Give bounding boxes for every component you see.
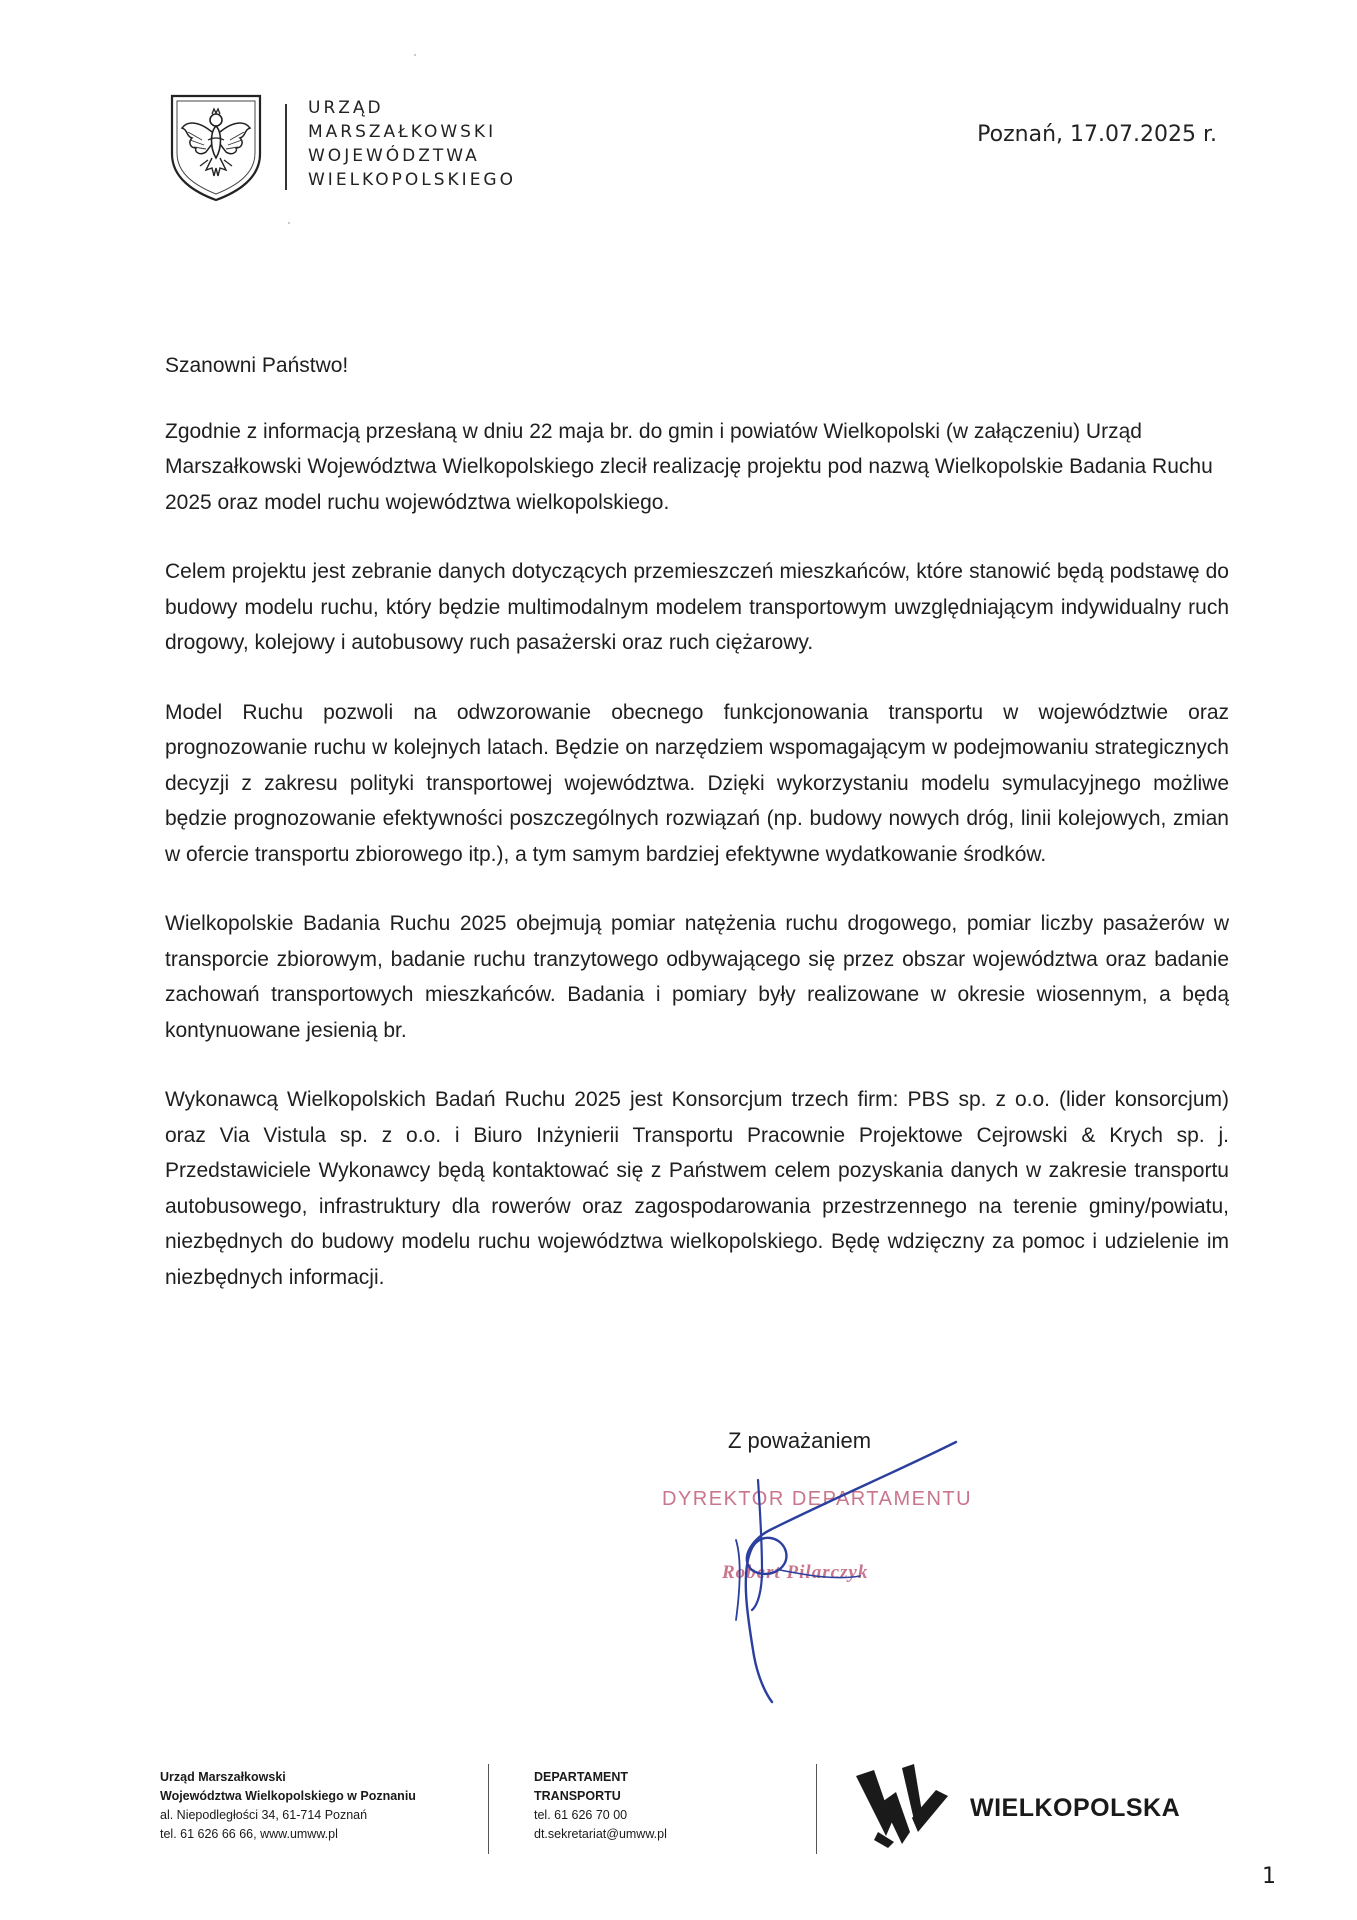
office-name-line: URZĄD	[308, 98, 384, 118]
paragraph: Wykonawcą Wielkopolskich Badań Ruchu 2025 jest Konsorcjum trzech firm: PBS sp. z o.o. (lider konsorcjum) oraz Via Vistula sp. z o.o. i Biuro Inżynierii Transportu Pracownie Projektowe Cejrowski & Krych sp. j. Przedstawiciele Wykonawcy będą kontaktować się z Państwem celem pozyskania danych w zakresie transportu autobusowego, infrastruktury dla rowerów oraz zagospodarowania przestrzennego na terenie gminy/powiatu, niezbędnych do budowy modelu ruchu województwa wielkopolskiego. Będę wdzięczny za pomoc i udzielenie im niezbędnych informacji.	[165, 1088, 1229, 1289]
footer-department-phone: tel. 61 626 70 00	[534, 1808, 628, 1822]
paragraph: Wielkopolskie Badania Ruchu 2025 obejmują pomiar natężenia ruchu drogowego, pomiar liczby pasażerów w transporcie zbiorowym, badanie ruchu tranzytowego odbywającego się przez obszar województwa oraz badanie zachowań transportowych mieszkańców. Badania i pomiary były realizowane w okresie wiosennym, a będą kontynuowane jesienią br.	[165, 912, 1229, 1042]
footer-department-line: DEPARTAMENT	[534, 1770, 628, 1784]
handwritten-signature	[640, 1420, 973, 1720]
stamp-name: Robert Pilarczyk	[722, 1562, 869, 1583]
paragraph: Celem projektu jest zebranie danych dotyczących przemieszczeń mieszkańców, które stanowić będą podstawę do budowy modelu ruchu, który będzie multimodalnym modelem transportowym uwzględniającym indywidualny ruch drogowy, kolejowy i autobusowy ruch pasażerski oraz ruch ciężarowy.	[165, 560, 1229, 654]
header-divider	[285, 104, 287, 190]
office-name-line: WIELKOPOLSKIEGO	[308, 170, 516, 190]
office-name-line: WOJEWÓDZTWA	[308, 146, 480, 166]
office-name	[308, 96, 516, 192]
page-number: 1	[1262, 1864, 1276, 1889]
footer-office-line: Urząd Marszałkowski	[160, 1770, 286, 1784]
wielkopolska-logo-icon	[852, 1762, 952, 1848]
office-name-line: MARSZAŁKOWSKI	[308, 122, 497, 142]
footer-department-info	[534, 1768, 667, 1844]
footer-department-email: dt.sekretariat@umww.pl	[534, 1827, 667, 1841]
footer-divider	[816, 1764, 817, 1854]
scan-speck	[288, 222, 290, 224]
footer-office-info	[160, 1768, 416, 1844]
letter-body	[165, 348, 1229, 1329]
paragraph: Zgodnie z informacją przesłaną w dniu 22 maja br. do gmin i powiatów Wielkopolski (w załączeniu) Urząd Marszałkowski Województwa Wielkopolskiego zlecił realizację projektu pod nazwą Wielkopolskie Badania Ruchu 2025 oraz model ruchu województwa wielkopolskiego.	[165, 419, 1213, 514]
closing-phrase: Z poważaniem	[728, 1428, 872, 1453]
footer-office-address: al. Niepodległości 34, 61-714 Poznań	[160, 1808, 368, 1822]
wielkopolska-brand: WIELKOPOLSKA	[970, 1794, 1181, 1822]
footer-divider	[488, 1764, 489, 1854]
stamp-title: DYREKTOR DEPARTAMENTU	[662, 1488, 973, 1510]
salutation: Szanowni Państwo!	[165, 354, 349, 377]
footer-office-contact: tel. 61 626 66 66, www.umww.pl	[160, 1827, 338, 1841]
paragraph: Model Ruchu pozwoli na odwzorowanie obecnego funkcjonowania transportu w województwie oraz prognozowanie ruchu w kolejnych latach. Będzie on narzędziem wspomagającym w podejmowaniu strategicznych decyzji z zakresu polityki transportowej województwa. Dzięki wykorzystaniu modelu symulacyjnego możliwe będzie prognozowanie efektywności poszczególnych rozwiązań (np. budowy nowych dróg, linii kolejowych, zmian w ofercie transportu zbiorowego itp.), a tym samym bardziej efektywne wydatkowanie środków.	[165, 700, 1229, 866]
scan-speck	[414, 54, 416, 56]
footer-department-line: TRANSPORTU	[534, 1789, 621, 1803]
letter-date: Poznań, 17.07.2025 r.	[977, 122, 1217, 147]
footer-office-line: Województwa Wielkopolskiego w Poznaniu	[160, 1789, 416, 1803]
eagle-crest-icon	[168, 92, 264, 202]
